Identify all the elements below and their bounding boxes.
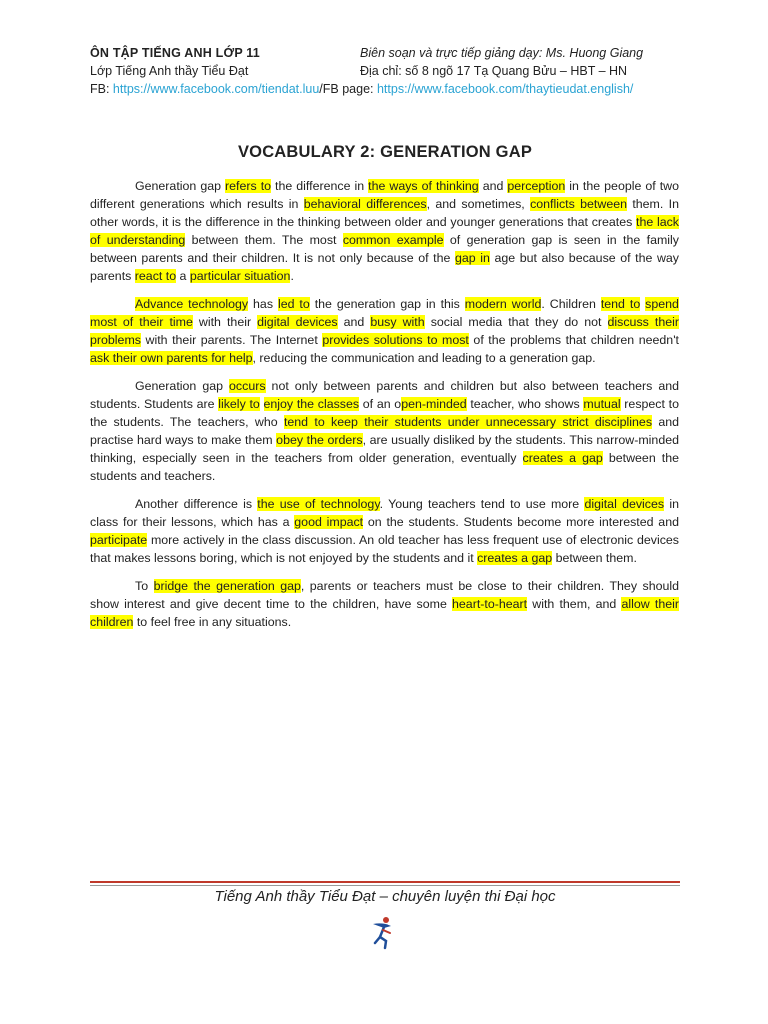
highlighted-phrase: led to [277,297,310,311]
text-run: . [290,269,294,283]
highlighted-phrase: obey the orders [276,433,363,447]
text-run: . Young teachers tend to use more [379,497,585,511]
text-run: between them. The most [185,233,343,247]
text-run: a [176,269,190,283]
text-run: between the students and teachers. [90,451,679,483]
highlighted-phrase: tend to [600,297,641,311]
highlighted-phrase: mutual [583,397,621,411]
highlighted-phrase: modern world [464,297,542,311]
highlighted-phrase: the lack of understanding [90,215,679,247]
runner-logo-icon [367,916,397,950]
text-run: to feel free in any situations. [133,615,292,629]
footer-divider [90,881,680,886]
fb-page-link[interactable]: https://www.facebook.com/thaytieudat.english/ [376,82,634,96]
text-run: in class for their lessons, which has a [90,497,679,529]
text-run: them. In other words, it is the difference in the thinking between older and younger generations that creates [90,197,679,229]
text-run: the difference in [271,179,369,193]
fb-label: FB: [90,82,113,96]
highlighted-phrase: discuss their problems [90,315,679,347]
text-run [260,397,264,411]
text-run: with their [192,315,258,329]
text-run: in the people of two different generations which results in [90,179,680,211]
text-run: the generation gap in this [309,297,465,311]
header-class-name: Lớp Tiếng Anh thầy Tiểu Đạt [90,64,249,78]
highlighted-phrase: pen-minded [401,397,467,411]
highlighted-phrase: busy with [370,315,425,329]
text-run: respect to the students. The teachers, who [90,397,679,429]
text-run: age but also because of the way parents [90,251,679,283]
document-title: VOCABULARY 2: GENERATION GAP [237,143,533,161]
highlighted-phrase: occurs [229,379,266,393]
text-run: between them. [552,551,637,565]
footer-line-red [90,881,680,883]
paragraph [90,577,679,631]
fb-page-label: /FB page: [319,82,377,96]
text-run: . Children [541,297,601,311]
paragraph [90,177,679,285]
highlighted-phrase: allow their children [90,597,679,629]
highlighted-phrase: bridge the generation gap [153,579,301,593]
text-run: more actively in the class discussion. An old teacher has less frequent use of electronic devices that makes lessons boring, which is not enjoyed by the students and it [90,533,679,565]
text-run: of generation gap is seen in the family between parents and their children. It is not only because of the [90,233,679,265]
highlighted-phrase: the use of technology [257,497,380,511]
highlighted-phrase: participate [90,533,148,547]
text-run: , are usually disliked by the students. This narrow-minded thinking, especially seen in the teachers from older generation, eventually [90,433,679,465]
paragraph [90,495,679,567]
text-run: of an o [359,397,402,411]
text-run: , and sometimes, [426,197,531,211]
highlighted-phrase: react to [134,269,177,283]
highlighted-phrase: good impact [294,515,364,529]
text-run: on the students. Students become more interested and [363,515,679,529]
document-body [90,177,679,641]
highlighted-phrase: particular situation [189,269,291,283]
page-header [90,44,690,98]
text-run: and [337,315,371,329]
highlighted-phrase: creates a gap [477,551,553,565]
text-run: Generation gap [135,379,230,393]
highlighted-phrase: heart-to-heart [452,597,528,611]
text-run: of the problems that children needn't [468,333,679,347]
highlighted-phrase: gap in [454,251,490,265]
highlighted-phrase: enjoy the classes [263,397,360,411]
highlighted-phrase: perception [507,179,566,193]
fb-link[interactable]: https://www.facebook.com/tiendat.luu [112,82,320,96]
text-run: social media that they do not [424,315,608,329]
highlighted-phrase: common example [342,233,444,247]
highlighted-phrase: spend most of their time [90,297,679,329]
highlighted-phrase: digital devices [257,315,338,329]
highlighted-phrase: tend to keep their students under unnecessary strict disciplines [283,415,653,429]
text-run: teacher, who shows [466,397,584,411]
highlighted-phrase: behavioral differences [303,197,427,211]
footer-line-gray [90,885,680,886]
highlighted-phrase: the ways of thinking [368,179,479,193]
footer-text: Tiếng Anh thầy Tiểu Đạt – chuyên luyện thi Đại học [214,888,556,905]
text-run: Generation gap [135,179,226,193]
text-run: with their parents. The Internet [140,333,323,347]
header-title: ÔN TẬP TIẾNG ANH LỚP 11 [90,46,260,60]
header-author: Biên soạn và trực tiếp giảng dạy: Ms. Huong Giang [360,46,644,60]
text-run: and practise hard ways to make them [90,415,680,447]
text-run: has [248,297,278,311]
highlighted-phrase: ask their own parents for help [90,351,253,365]
text-run: not only between parents and children but also between teachers and students. Students are [90,379,679,411]
header-facebook-row [90,80,690,98]
text-run: , parents or teachers must be close to their children. They should show interest and give decent time to the children, have some [90,579,680,611]
text-run: To [135,579,154,593]
highlighted-phrase: likely to [218,397,260,411]
text-run: Another difference is [135,497,258,511]
highlighted-phrase: digital devices [584,497,665,511]
text-run: and [478,179,508,193]
highlighted-phrase: Advance technology [135,297,249,311]
highlighted-phrase: refers to [225,179,272,193]
paragraph [90,295,679,367]
highlighted-phrase: provides solutions to most [322,333,469,347]
highlighted-phrase: creates a gap [522,451,603,465]
text-run: , reducing the communication and leading to a generation gap. [252,351,596,365]
highlighted-phrase: conflicts between [530,197,627,211]
paragraph [90,377,679,485]
header-address: Địa chỉ: số 8 ngõ 17 Tạ Quang Bửu – HBT – HN [360,64,628,78]
text-run: with them, and [527,597,622,611]
